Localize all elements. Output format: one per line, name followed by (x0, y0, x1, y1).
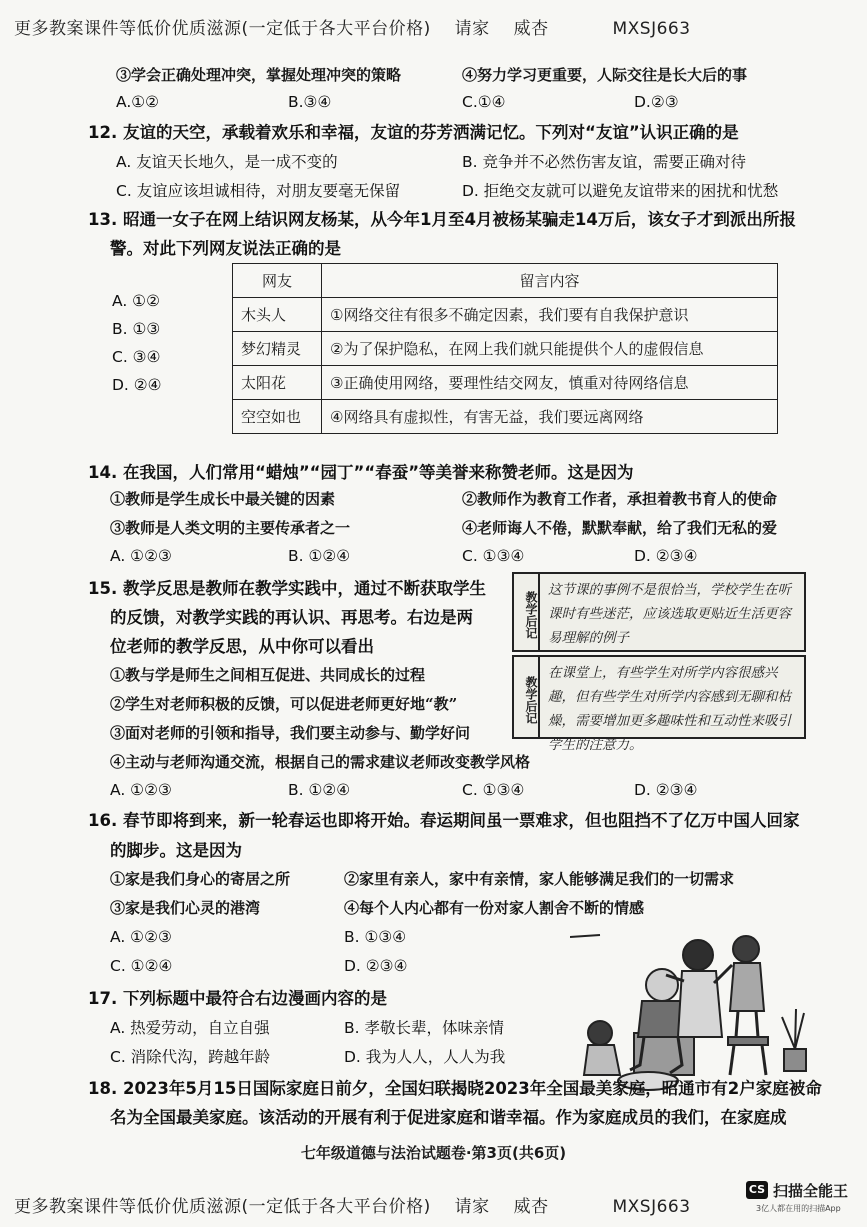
q16-stem-line1: 16. 春节即将到来，新一轮春运也即将开始。春运期间虽一票难求，但也阻挡不了亿万中国人回家 (88, 811, 800, 830)
logo-brand-name: 扫描全能王 (773, 1182, 849, 1200)
q17-option-d: D. 我为人人，人人为我 (344, 1048, 506, 1066)
row-message: ③正确使用网络，要理性结交网友，慎重对待网络信息 (322, 366, 778, 400)
netfriend-table (232, 263, 778, 434)
q16-item-2: ②家里有亲人，家中有亲情，家人能够满足我们的一切需求 (344, 870, 735, 888)
header-message: 留言内容 (322, 264, 778, 298)
q12-option-d: D. 拒绝交友就可以避免友谊带来的困扰和忧愁 (462, 182, 779, 200)
q17-stem: 17. 下列标题中最符合右边漫画内容的是 (88, 989, 387, 1008)
q15-stem-line1: 15. 教学反思是教师在教学实践中，通过不断获取学生 (88, 579, 486, 598)
header-netfriend: 网友 (233, 264, 322, 298)
bottom-ad-banner (14, 1192, 709, 1217)
q15-item-4: ④主动与老师沟通交流，根据自己的需求建议老师改变教学风格 (110, 753, 531, 771)
q12-option-c: C. 友谊应该坦诚相待，对朋友要毫无保留 (116, 182, 401, 200)
row-name: 木头人 (233, 298, 322, 332)
q14-option-b: B. ①②④ (288, 547, 351, 565)
contact-label: 请家 (454, 1197, 490, 1217)
q15-item-1: ①教与学是师生之间相互促进、共同成长的过程 (110, 666, 426, 684)
q17-option-a: A. 热爱劳动，自立自强 (110, 1019, 270, 1037)
prev-item-3: ③学会正确处理冲突，掌握处理冲突的策略 (116, 66, 402, 84)
q14-item-2: ②教师作为教育工作者，承担着教书育人的使命 (462, 490, 778, 508)
q12-option-b: B. 竞争并不必然伤害友谊，需要正确对待 (462, 153, 746, 171)
q16-item-1: ①家是我们身心的寄居之所 (110, 870, 291, 888)
row-message: ②为了保护隐私，在网上我们就只能提供个人的虚假信息 (322, 332, 778, 366)
prev-option-a: A.①② (116, 93, 160, 111)
row-message: ①网络交往有很多不确定因素，我们要有自我保护意识 (322, 298, 778, 332)
prev-option-b: B.③④ (288, 93, 332, 111)
row-name: 太阳花 (233, 366, 322, 400)
q13-option-a: A. ①② (112, 292, 160, 310)
ad-text: 更多教案课件等低价优质滋源(一定低于各大平台价格) (14, 19, 431, 39)
q13-stem-line1: 13. 昭通一女子在网上结识网友杨某，从今年1月至4月被杨某骗走14万后，该女子才到派出所报 (88, 210, 796, 229)
q14-item-1: ①教师是学生成长中最关键的因素 (110, 490, 336, 508)
q13-stem-line2: 警。对此下列网友说法正确的是 (110, 239, 341, 258)
q14-stem: 14. 在我国，人们常用“蜡烛”“园丁”“春蚕”等美誉来称赞老师。这是因为 (88, 463, 634, 482)
q16-stem-line2: 的脚步。这是因为 (110, 841, 242, 860)
ad-code: MXSJ663 (612, 1197, 691, 1217)
q13-option-d: D. ②④ (112, 376, 162, 394)
q17-option-c: C. 消除代沟，跨越年龄 (110, 1048, 271, 1066)
q13-option-b: B. ①③ (112, 320, 161, 338)
ad-text: 更多教案课件等低价优质滋源(一定低于各大平台价格) (14, 1197, 431, 1217)
family-cartoon-image (570, 925, 815, 1095)
top-ad-banner (14, 14, 709, 39)
q15-stem-line3: 位老师的教学反思，从中你可以看出 (110, 637, 374, 656)
q15-item-3: ③面对老师的引领和指导，我们要主动参与、勤学好问 (110, 724, 471, 742)
note-label: 教学后记 (514, 657, 540, 737)
q16-option-d: D. ②③④ (344, 957, 408, 975)
row-name: 梦幻精灵 (233, 332, 322, 366)
q14-item-4: ④老师诲人不倦，默默奉献，给了我们无私的爱 (462, 519, 778, 537)
q12-stem: 12. 友谊的天空，承载着欢乐和幸福，友谊的芬芳洒满记忆。下列对“友谊”认识正确的是 (88, 123, 739, 142)
q16-item-3: ③家是我们心灵的港湾 (110, 899, 261, 917)
q16-option-c: C. ①②④ (110, 957, 173, 975)
q13-option-c: C. ③④ (112, 348, 161, 366)
contact-label: 请家 (454, 19, 490, 39)
q15-item-2: ②学生对老师积极的反馈，可以促进老师更好地“教” (110, 695, 458, 713)
q15-stem-line2: 的反馈，对教学实践的再认识、再思考。右边是两 (110, 608, 473, 627)
q18-stem-line2: 名为全国最美家庭。该活动的开展有利于促进家庭和谐幸福。作为家庭成员的我们，在家庭成 (110, 1108, 787, 1127)
q14-item-3: ③教师是人类文明的主要传承者之一 (110, 519, 351, 537)
note-text: 在课堂上，有些学生对所学内容很感兴趣，但有些学生对所学内容感到无聊和枯燥，需要增加更多趣味性和互动性来吸引学生的注意力。 (548, 665, 791, 753)
logo-tagline: 3亿人都在用的扫描App (756, 1204, 841, 1213)
table-row (233, 332, 778, 366)
scanner-app-logo (746, 1178, 862, 1220)
row-name: 空空如也 (233, 400, 322, 434)
page-footer-title: 七年级道德与法治试题卷·第3页(共6页) (300, 1144, 567, 1162)
note-text: 这节课的事例不是很恰当，学校学生在听课时有些迷茫，应该选取更贴近生活更容易理解的例子 (548, 582, 791, 646)
q16-option-b: B. ①③④ (344, 928, 407, 946)
cs-logo-icon: CS (746, 1181, 768, 1199)
q17-option-b: B. 孝敬长辈，体味亲情 (344, 1019, 504, 1037)
contact-name: 威杏 (513, 1197, 549, 1217)
q16-option-a: A. ①②③ (110, 928, 172, 946)
q18-stem-line1: 18. 2023年5月15日国际家庭日前夕，全国妇联揭晓2023年全国最美家庭，昭通市有2户家庭被命 (88, 1079, 822, 1098)
prev-item-4: ④努力学习更重要，人际交往是长大后的事 (462, 66, 748, 84)
prev-option-d: D.②③ (634, 93, 679, 111)
table-row (233, 298, 778, 332)
q15-option-c: C. ①③④ (462, 781, 525, 799)
contact-name: 威杏 (513, 19, 549, 39)
q15-option-a: A. ①②③ (110, 781, 172, 799)
teaching-note-2 (512, 655, 806, 753)
teaching-note-1 (512, 572, 806, 652)
q14-option-a: A. ①②③ (110, 547, 172, 565)
kid-on-stool-figure (728, 936, 768, 1075)
table-row (233, 366, 778, 400)
table-header-row (233, 264, 778, 298)
table-row (233, 400, 778, 434)
note-label: 教学后记 (514, 574, 540, 650)
q16-item-4: ④每个人内心都有一份对家人割舍不断的情感 (344, 899, 645, 917)
q15-option-b: B. ①②④ (288, 781, 351, 799)
q12-option-a: A. 友谊天长地久，是一成不变的 (116, 153, 338, 171)
prev-option-c: C.①④ (462, 93, 506, 111)
q14-option-c: C. ①③④ (462, 547, 525, 565)
q14-option-d: D. ②③④ (634, 547, 698, 565)
row-message: ④网络具有虚拟性，有害无益，我们要远离网络 (322, 400, 778, 434)
q15-option-d: D. ②③④ (634, 781, 698, 799)
ad-code: MXSJ663 (612, 19, 691, 39)
